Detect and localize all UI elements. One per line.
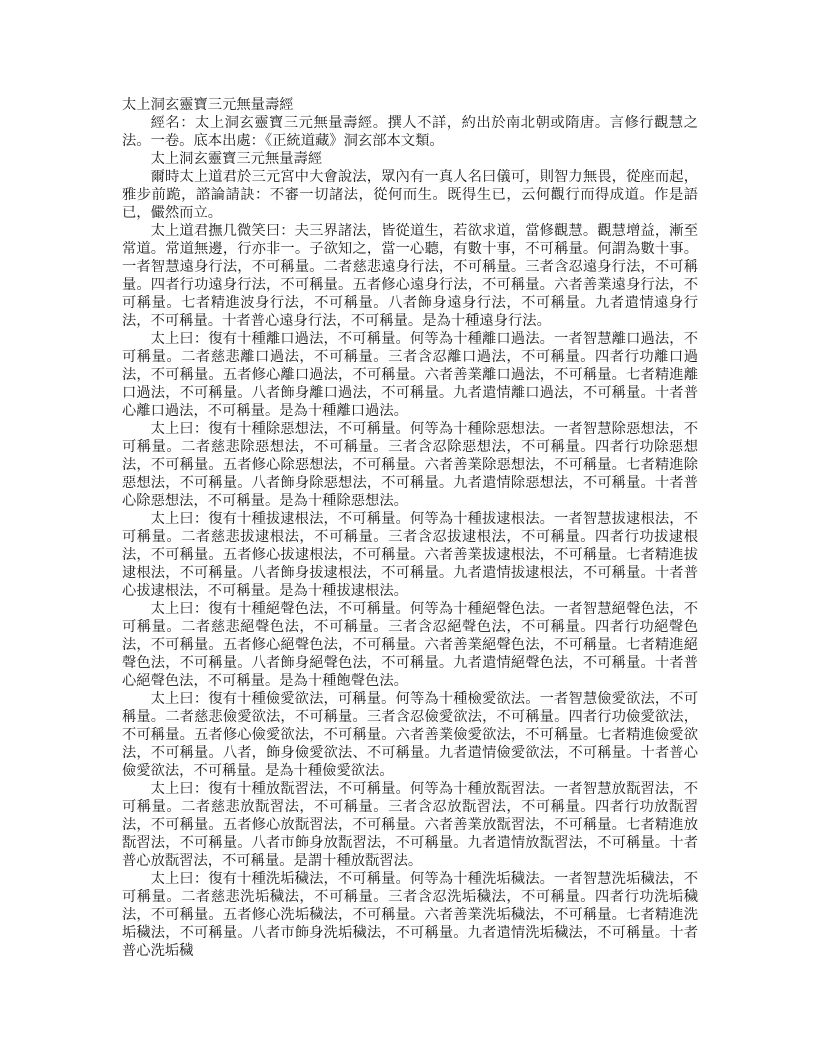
document-title: 太上洞玄靈寶三元無量壽經 (122, 97, 294, 113)
paragraph-opening: 爾時太上道君於三元宮中大會說法，眾內有一真人名曰儀可，則智力無畏，從座而起，雅步前跪，諮論請訣：不審一切諸法，從何而生。既得生已，云何觀行而得成道。作是語已，儼然而立。 (122, 169, 698, 221)
document-page (122, 96, 698, 960)
paragraph-jianaiyu: 太上曰：復有十種儉愛欲法，可稱量。何等為十種檢愛欲法。一者智慧儉愛欲法，不可稱量。二者慈悲儉愛欲法，不可稱量。三者含忍儉愛欲法，不可稱量。四者行功儉愛欲法，不可稱量。五者修心儉愛欲法，不可稱量。六者善業儉愛欲法，不可稱量。七者精進儉愛欲法，不可稱量。八者，飾身儉愛欲法、不可稱量。九者遣情儉愛欲法，不可稱量。十者普心儉愛欲法，不可稱量。是為十種儉愛欲法。 (122, 691, 698, 779)
paragraph-subtitle: 太上洞玄靈寶三元無量壽經 (150, 151, 323, 167)
paragraph-yuanshen: 太上道君撫几微笑曰：夫三界諸法，皆從道生，若欲求道，當修觀慧。觀慧增益，漸至常道。常道無邊，行亦非一。子欲知之，當一心聽，有數十事，不可稱量。何謂為數十事。一者智慧遠身行法，不可稱量。二者慈悲遠身行法，不可稱量。三者含忍遠身行法，不可稱量。四者行功遠身行法，不可稱量。五者修心遠身行法，不可稱量。六者善業遠身行法，不可稱量。七者精進波身行法，不可稱量。八者飾身遠身行法，不可稱量。九者遣情遠身行法，不可稱量。十者普心遠身行法，不可稱量。是為十種遠身行法。 (122, 223, 698, 329)
paragraph-likouguo: 太上曰：復有十種離口過法，不可稱量。何等為十種離口過法。一者智慧離口過法，不可稱量。二者慈悲離口過法，不可稱量。三者含忍離口過法，不可稱量。四者行功離口過法，不可稱量。五者修心離口過法，不可稱量。六者善業離口過法，不可稱量。七者精進離口過法，不可稱量。八者飾身離口過法，不可稱量。九者遣情離口過法，不可稱量。十者普心離口過法，不可稱量。是為十種離口過法。 (122, 331, 698, 419)
paragraph-jueshengse: 太上曰：復有十種絕聲色法，不可稱量。何等為十種絕聲色法。一者智慧絕聲色法，不可稱量。二者慈悲絕聲色法，不可稱量。三者含忍絕聲色法，不可稱量。四者行功絕聲色法，不可稱量。五者修心絕聲色法，不可稱量。六者善業絕聲色法，不可稱量。七者精進絕聲色法，不可稱量。八者飾身絕聲色法，不可稱量。九者遣情絕聲色法，不可稱量。十者普心絕聲色法，不可稱量。是為十種飽聲色法。 (122, 601, 698, 689)
paragraph-badaigen: 太上曰：復有十種拔逮根法，不可稱量。何等為十種拔逮根法。一者智慧拔逮根法，不可稱量。二者慈悲拔逮根法，不可稱量。三者含忍拔逮根法，不可稱量。四者行功拔逮根法，不可稱量。五者修心拔逮根法，不可稱量。六者善業拔逮根法，不可稱量。七者精進拔逮根法，不可稱量。八者飾身拔逮根法，不可稱量。九者遣情拔逮根法，不可稱量。十者普心拔逮根法，不可稱量。是為十種拔逮根法。 (122, 511, 698, 599)
paragraph-xigouhui: 太上曰：復有十種洗垢穢法，不可稱量。何等為十種洗垢穢法。一者智慧洗垢穢法，不可稱量。二者慈悲洗垢穢法，不可稱量。三者含忍洗垢穢法，不可稱量。四者行功洗垢穢法，不可稱量。五者修心洗垢穢法，不可稱量。六者善業洗垢穢法，不可稱量。七者精進洗垢穢法，不可稱量。八者市飾身洗垢穢法，不可稱量。九者遣情洗垢穢法，不可稱量。十者普心洗垢穢 (122, 871, 698, 959)
paragraph-preface: 經名：太上洞玄靈寶三元無量壽經。撰人不詳，約出於南北朝或隋唐。言修行觀慧之法。一卷。底本出處：《正統道藏》洞玄部本文類。 (122, 115, 698, 149)
paragraph-fangwanxi: 太上曰：復有十種放翫習法，不可稱量。何等為十種放翫習法。一者智慧放翫習法，不可稱量。二者慈悲放翫習法，不可稱量。三者含忍放翫習法，不可稱量。四者行功放翫習法，不可稱量。五者修心放翫習法，不可稱量。六者善業放翫習法，不可稱量。七者精進放翫習法，不可稱量。八者市飾身放翫習法，不可稱量。九者遣情放翫習法，不可稱量。十者普心放翫習法，不可稱量。是謂十種放翫習法。 (122, 781, 698, 869)
paragraph-chuexiang: 太上曰：復有十種除惡想法，不可稱量。何等為十種除惡想法。一者智慧除惡想法，不可稱量。二者慈悲除惡想法，不可稱量。三者含忍除惡想法，不可稱量。四者行功除惡想法，不可稱量。五者修心除惡想法，不可稱量。六者善業除惡想法，不可稱量。七者精進除惡想法，不可稱量。八者飾身除惡想法，不可稱量。九者遣情除惡想法，不可稱量。十者普心除惡想法，不可稱量。是為十種除惡想法。 (122, 421, 698, 509)
